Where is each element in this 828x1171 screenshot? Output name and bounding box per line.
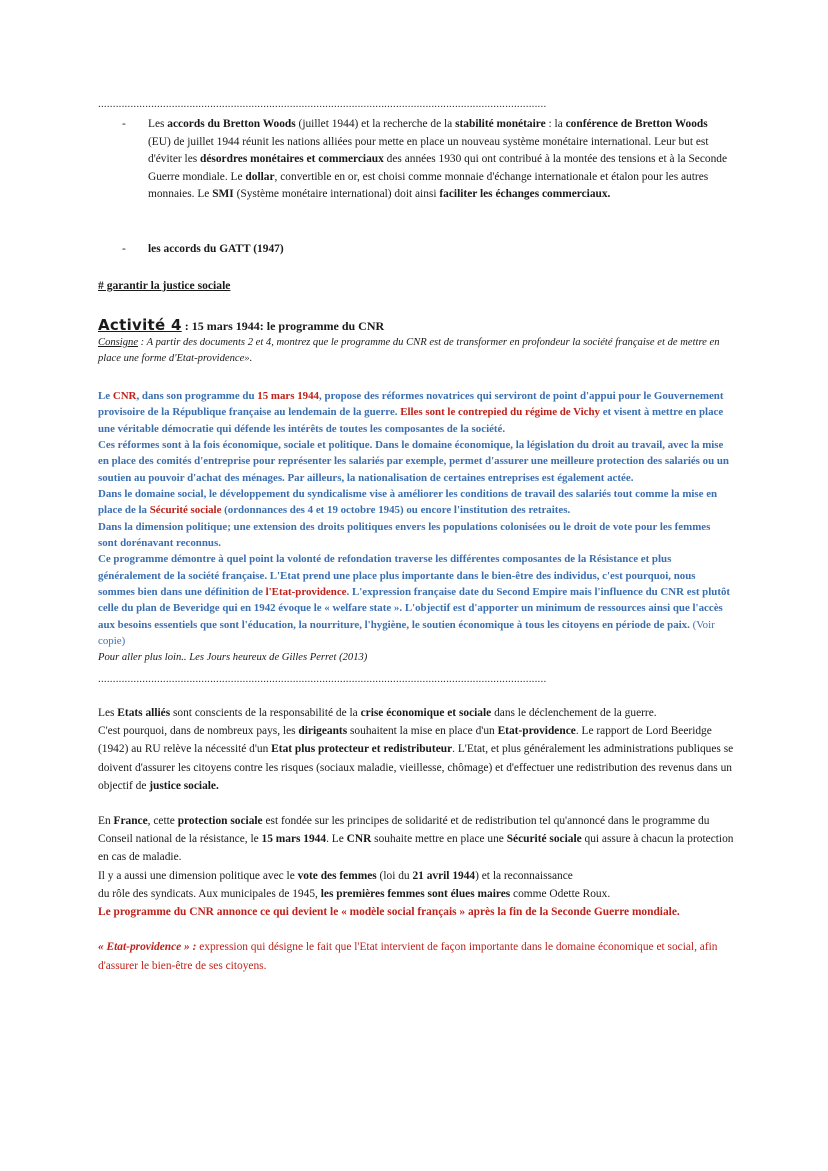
- gatt-text: les accords du GATT (1947): [148, 243, 284, 255]
- consigne-text: : A partir des documents 2 et 4, montrez que le programme du CNR est de transformer en profondeur la société française et de mettre en place une forme d'Etat-providence».: [98, 337, 720, 364]
- bullet-dash: -: [122, 243, 126, 255]
- further-reading: Pour aller plus loin.. Les Jours heureux de Gilles Perret (2013): [98, 652, 368, 663]
- answer-paragraph: Dans la dimension politique; une extension des droits politiques envers les populations colonisées ou le droit de vote pour les femmes sont dorénavant reconnus.: [98, 520, 711, 550]
- answer-paragraph: Dans le domaine social, le développement du syndicalisme vise à améliorer les conditions de travail des salariés tout comme la mise en place de la Sécurité sociale (ordonnances des 4 et 19 octobre 1945) ou encore l'institution des retraites.: [98, 488, 718, 517]
- activity-subtitle: : 15 mars 1944: le programme du CNR: [181, 319, 385, 333]
- consigne-label: Consigne: [98, 337, 139, 348]
- bullet-bretton-woods: [122, 116, 728, 204]
- student-answer: [98, 388, 730, 650]
- answer-paragraph: Le CNR, dans son programme du 15 mars 1944, propose des réformes novatrices qui serviront de point d'appui pour le Gouvernement provisoire de la République française au lendemain de la guerre. Elles sont le contrepied du régime de Vichy et visent à mettre en place une véritable démocratie qui défende les intérêts de toutes les composantes de la société.: [98, 390, 724, 435]
- dotted-separator-bottom: ........................................................................................................................................................: [98, 673, 547, 685]
- activity-title: [98, 316, 384, 334]
- activity-label: Activité 4: [98, 316, 182, 334]
- bullet-gatt: [122, 241, 722, 259]
- lesson-paragraph-2: En France, cette protection sociale est fondée sur les principes de solidarité et de redistribution tel qu'annoncé dans le programme du Conseil national de la résistance, le 15 mars 1944. Le CNR souhaite mettre en place une Sécurité sociale qui assure à chacun la protection en cas de maladie. Il y a aussi une dimension politique avec le vote des femmes (loi du 21 avril 1944) et la reconnaissance du rôle des syndicats. Aux municipales de 1945, les premières femmes sont élues maires comme Odette Roux. Le programme du CNR annonce ce qui devient le « modèle social français » après la fin de la Seconde Guerre mondiale.: [98, 812, 738, 921]
- section-heading: # garantir la justice sociale: [98, 279, 231, 292]
- lesson-paragraph-1: Les Etats alliés sont conscients de la responsabilité de la crise économique et sociale dans le déclenchement de la guerre. C'est pourquoi, dans de nombreux pays, les dirigeants souhaitent la mise en place d'un Etat-providence. Le rapport de Lord Beeridge (1942) au RU relève la nécessité d'un Etat plus protecteur et redistributeur. L'Etat, et plus généralement les administrations publiques se doivent d'assurer les citoyens contre les risques (sociaux maladie, vieillesse, chômage) et d'effectuer une redistribution des revenus dans un objectif de justice sociale.: [98, 707, 734, 792]
- definition-text: expression qui désigne le fait que l'Etat intervient de façon importante dans le domaine économique et social, afin d'assurer le bien-être de ses citoyens.: [98, 941, 718, 972]
- definition-term: « Etat-providence » :: [98, 941, 197, 953]
- voir-copie-link: (Voir copie): [98, 618, 715, 648]
- bullet-dash: -: [122, 118, 126, 130]
- answer-paragraph: Ces réformes sont à la fois économique, sociale et politique. Dans le domaine économique, la législation du droit au travail, avec la mise en place des comités d'entreprise pour représenter les salariés par exemple, permet d'assurer une meilleure protection des salariés ou un soutien au pouvoir d'achat des ménages. Par ailleurs, la nationalisation de certaines entreprises est également actée.: [98, 439, 729, 484]
- cnr-conclusion: Le programme du CNR annonce ce qui devient le « modèle social français » après la fin de la Seconde Guerre mondiale.: [98, 906, 680, 919]
- definition-etat-providence: [98, 938, 738, 975]
- bretton-woods-text: Les accords du Bretton Woods (juillet 1944) et la recherche de la stabilité monétaire : la conférence de Bretton Woods (EU) de juillet 1944 réunit les nations alliées pour mette en place un nouveau système monétaire international. Leur but est d'éviter les désordres monétaires et commerciaux des années 1930 qui ont contribué à la montée des tensions et à la Seconde Guerre mondiale. Le dollar, convertible en or, est choisi comme monnaie d'échange internationale et étalon pour les autres monnaies. Le SMI (Système monétaire international) doit ainsi faciliter les échanges commerciaux.: [148, 118, 728, 201]
- dotted-separator-top: ........................................................................................................................................................: [98, 98, 547, 110]
- answer-paragraph: Ce programme démontre à quel point la volonté de refondation traverse les différentes composantes de la Résistance et plus généralement de la société française. L'Etat prend une place plus importante dans le bien-être des individus, c'est pourquoi, nous sommes bien dans une définition de l'Etat-providence. L'expression française date du Second Empire mais l'influence du CNR est plutôt celle du plan de Beveridge qui en 1942 évoque le « welfare state ». L'objectif est d'apporter un minimum de ressources ainsi que l'accès aux besoins essentiels que sont l'éducation, la nourriture, l'hygiène, le soutien économique à tous les citoyens en période de paix. (Voir copie): [98, 553, 731, 648]
- consigne: [98, 335, 728, 367]
